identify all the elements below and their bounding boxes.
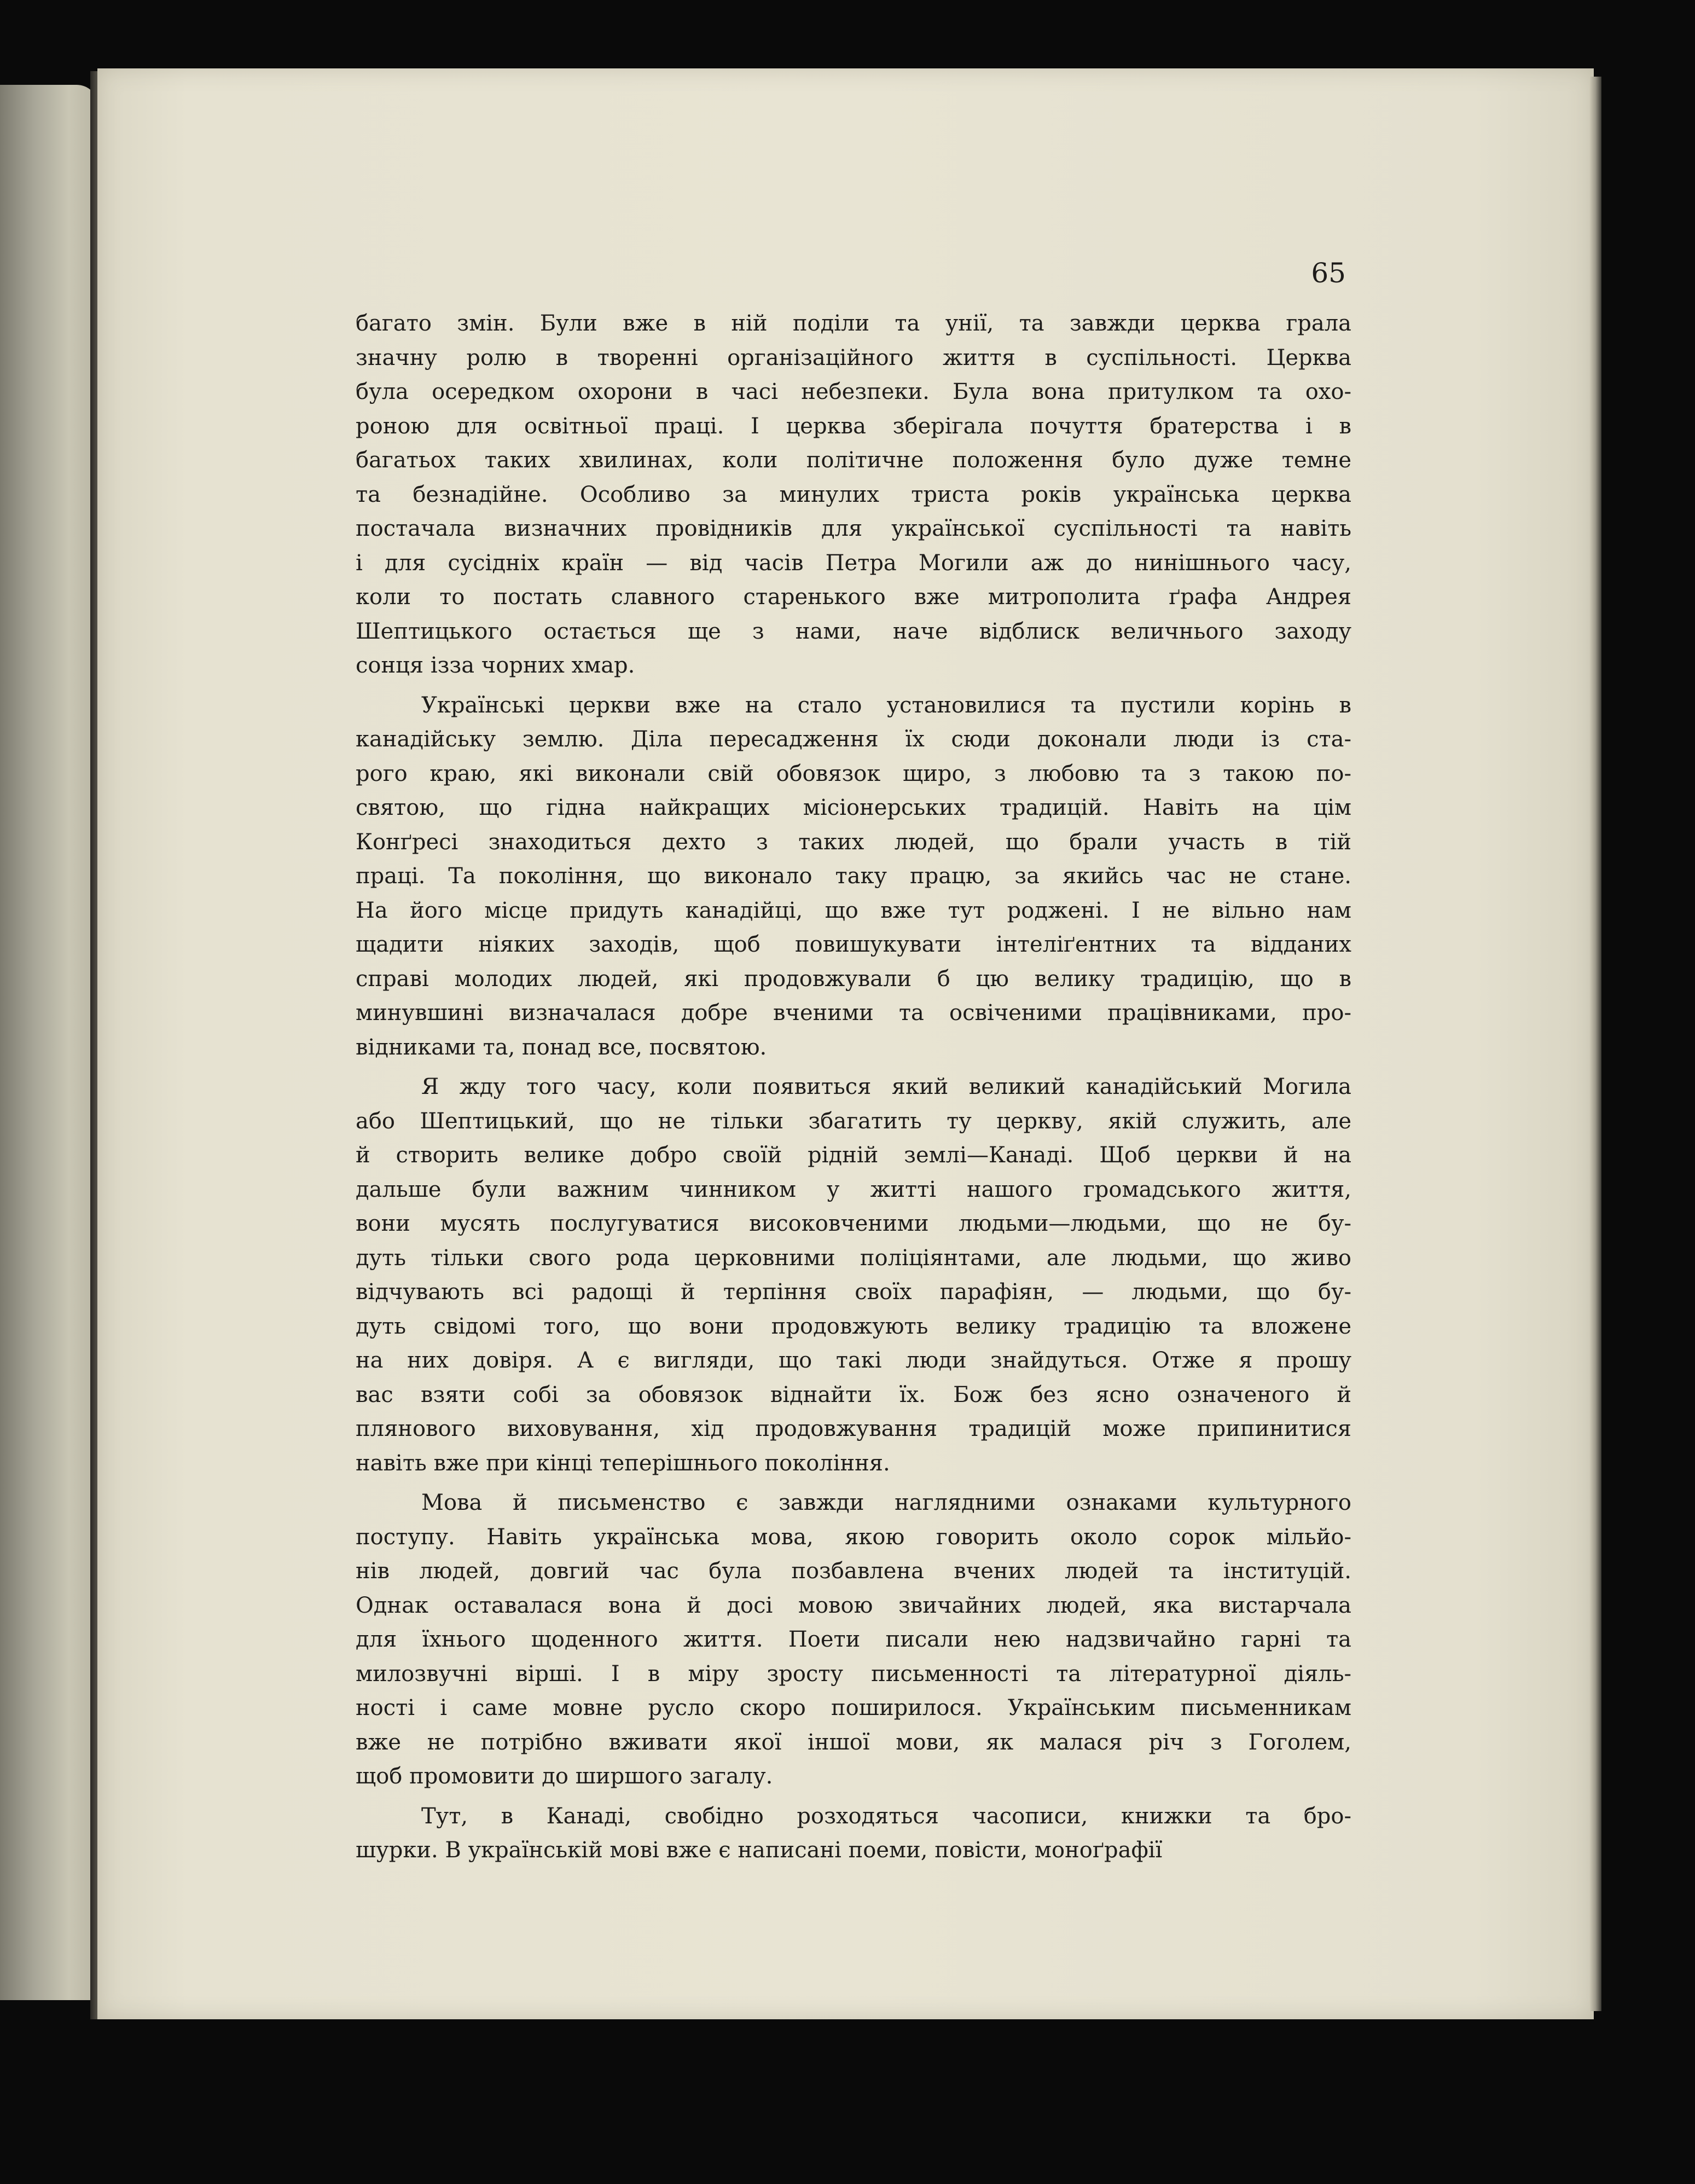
text-line: дальше були важним чинником у житті нашого громадського життя, <box>356 1177 1351 1202</box>
text-line: відниками та, понад все, посвятою. <box>356 1034 767 1060</box>
text-line: для їхнього щоденного життя. Поети писали нею надзвичайно гарні та <box>356 1627 1351 1652</box>
text-line: Конґресі знаходиться дехто з таких людей, що брали участь в тій <box>356 829 1351 855</box>
text-line: нів людей, довгий час була позбавлена вчених людей та інституцій. <box>356 1559 1351 1584</box>
text-line: значну ролю в творенні організаційного життя в суспільності. Церква <box>356 345 1351 370</box>
text-line: дуть тільки свого рода церковними поліціянтами, але людьми, що живо <box>356 1245 1351 1271</box>
paragraph <box>356 306 1351 683</box>
text-line: Шептицького остається ще з нами, наче відблиск величнього заходу <box>356 618 1351 644</box>
text-line: ності і саме мовне русло скоро поширилося. Українським письменникам <box>356 1695 1351 1720</box>
paragraph-gap <box>356 1480 1351 1486</box>
text-line: коли то постать славного старенького вже митрополита ґрафа Андрея <box>356 584 1351 610</box>
right-page-edge <box>1589 77 1601 2011</box>
text-line: багато змін. Були вже в ній поділи та унії, та завжди церква грала <box>356 311 1351 336</box>
text-line: праці. Та покоління, що виконало таку працю, за якийсь час не стане. <box>356 864 1351 889</box>
text-line: справі молодих людей, які продовжували б цю велику традицію, що в <box>356 966 1351 992</box>
text-line: і для сусідніх країн — від часів Петра Могили аж до нинішнього часу, <box>356 550 1351 576</box>
text-line: сонця ізза чорних хмар. <box>356 653 635 678</box>
left-page-edge <box>0 85 98 2000</box>
text-line: та безнадійне. Особливо за минулих триста років українська церква <box>356 482 1351 507</box>
text-line: або Шептицький, що не тільки збагатить ту церкву, якій служить, але <box>356 1108 1351 1134</box>
text-line: багатьох таких хвилинах, коли політичне положення було дуже темне <box>356 448 1351 473</box>
text-line: минувшині визначалася добре вченими та освіченими працівниками, про- <box>356 1000 1351 1026</box>
text-line: шурки. В українській мові вже є написані поеми, повісти, моноґрафії <box>356 1838 1163 1863</box>
text-line: була осередком охорони в часі небезпеки. Була вона притулком та охо- <box>356 379 1351 404</box>
text-line: Я жду того часу, коли появиться який великий канадійський Могила <box>421 1074 1351 1099</box>
text-line: Мова й письменство є завжди наглядними ознаками культурного <box>421 1490 1351 1515</box>
text-line: канадійську землю. Діла пересадження їх сюди доконали люди із ста- <box>356 727 1351 752</box>
text-line: поступу. Навіть українська мова, якою говорить около сорок мільйо- <box>356 1524 1351 1550</box>
text-line: й створить велике добро своїй рідній землі—Канаді. Щоб церкви й на <box>356 1143 1351 1168</box>
text-line: вже не потрібно вживати якої іншої мови, як малася річ з Гоголем, <box>356 1729 1351 1755</box>
paragraph <box>356 1070 1351 1480</box>
text-line: щадити ніяких заходів, щоб повишукувати інтеліґентних та відданих <box>356 932 1351 957</box>
text-line: на них довіря. А є вигляди, що такі люди знайдуться. Отже я прошу <box>356 1348 1351 1373</box>
paragraph-gap <box>356 1794 1351 1799</box>
text-line: Тут, в Канаді, свобідно розходяться часописи, книжки та бро- <box>421 1803 1351 1829</box>
text-line: плянового виховування, хід продовжування традицій може припинитися <box>356 1416 1351 1441</box>
paragraph <box>356 688 1351 1065</box>
text-line: відчувають всі радощі й терпіння своїх парафіян, — людьми, що бу- <box>356 1279 1351 1305</box>
text-line: постачала визначних провідників для української суспільності та навіть <box>356 516 1351 541</box>
page-number: 65 <box>1311 257 1346 289</box>
text-line: дуть свідомі того, що вони продовжують велику традицію та вложене <box>356 1313 1351 1339</box>
text-line: вони мусять послугуватися високовченими людьми—людьми, що не бу- <box>356 1211 1351 1236</box>
text-line: роною для освітньої праці. І церква зберігала почуття братерства і в <box>356 413 1351 439</box>
paragraph <box>356 1799 1351 1868</box>
text-line: навіть вже при кінці теперішнього покоління. <box>356 1450 890 1476</box>
text-line: святою, що гідна найкращих місіонерських традицій. Навіть на цім <box>356 795 1351 820</box>
paragraph <box>356 1486 1351 1794</box>
text-line: Українські церкви вже на стало установилися та пустили корінь в <box>421 692 1351 718</box>
text-line: рого краю, які виконали свій обовязок щиро, з любовю та з такою по- <box>356 761 1351 786</box>
paragraph-gap <box>356 1064 1351 1070</box>
text-line: милозвучні вірші. І в міру зросту письменності та літературної діяль- <box>356 1661 1351 1687</box>
paragraph-gap <box>356 683 1351 688</box>
text-line: На його місце придуть канадійці, що вже тут роджені. І не вільно нам <box>356 897 1351 923</box>
text-line: вас взяти собі за обовязок віднайти їх. Бож без ясно означеного й <box>356 1382 1351 1407</box>
text-line: щоб промовити до ширшого загалу. <box>356 1764 773 1789</box>
text-line: Однак оставалася вона й досі мовою звичайних людей, яка вистарчала <box>356 1592 1351 1618</box>
page-text-body <box>356 306 1351 1868</box>
